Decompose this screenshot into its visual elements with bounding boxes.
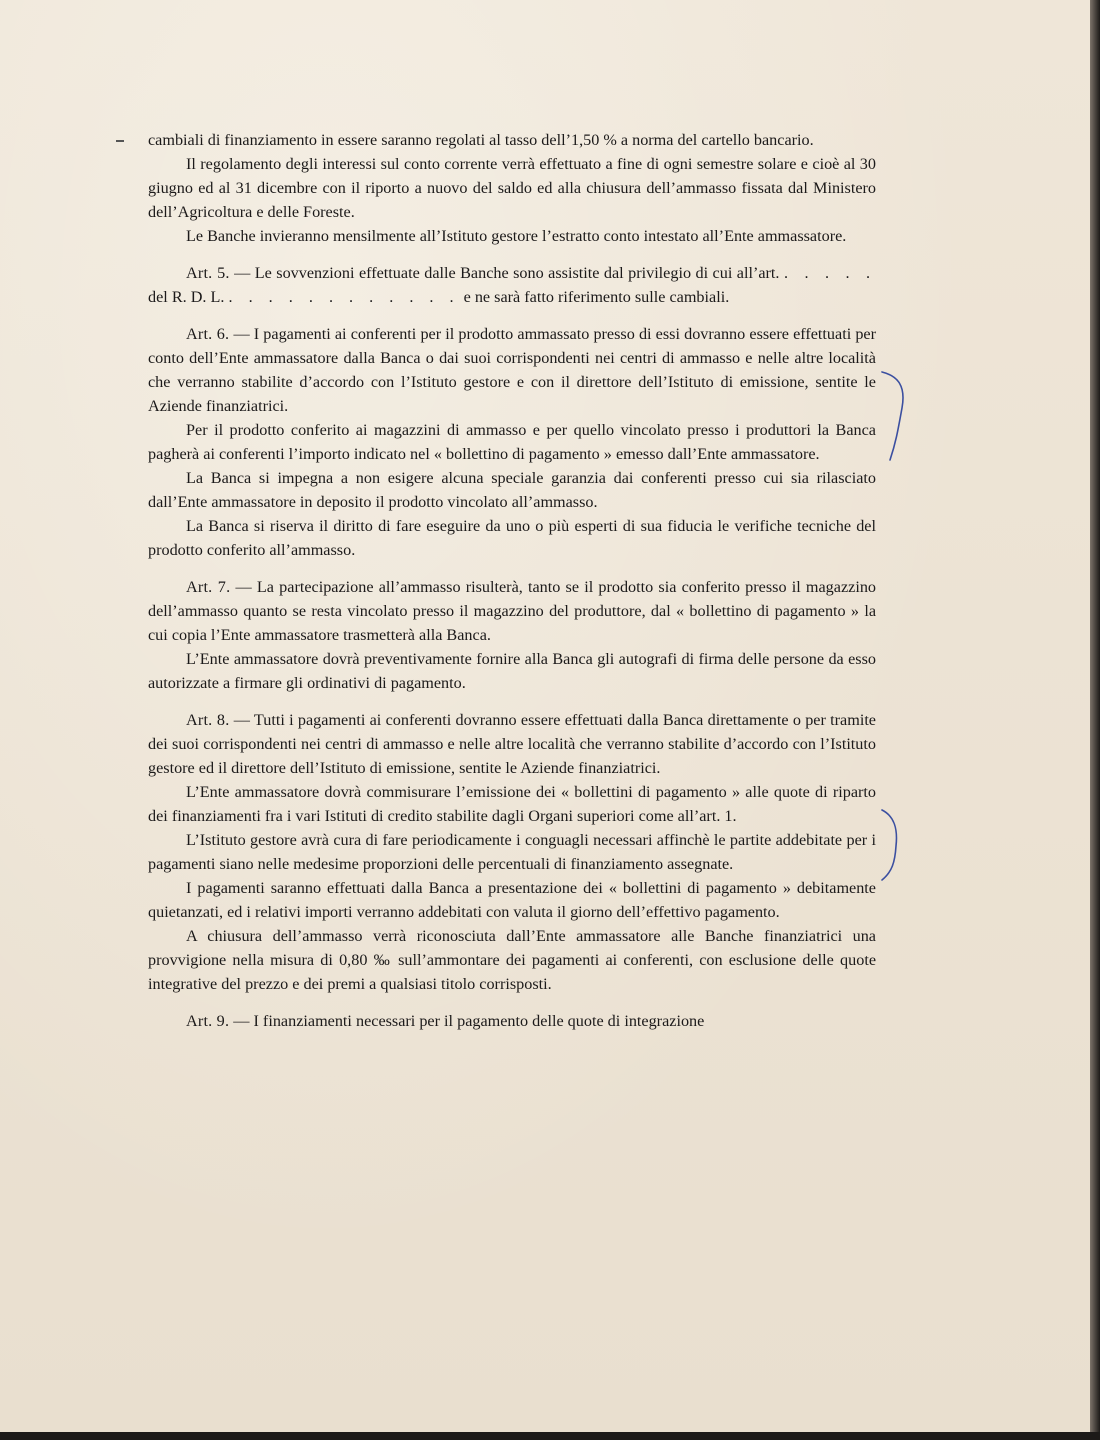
paragraph-garanzia: La Banca si impegna a non esigere alcuna speciale garanzia dai conferenti presso cui sia rilasciato dall’Ente ammassatore in deposito il prodotto vincolato all’ammasso.: [148, 469, 876, 511]
pen-bracket-mark-art6: [876, 368, 916, 468]
article-5: [148, 261, 876, 309]
paragraph-regolamento-interessi: Il regolamento degli interessi sul conto corrente verrà effettuato a fine di ogni semestre solare e cioè al 30 giugno ed al 31 dicembre con il riporto a nuovo del saldo ed alla chiusura dell’ammasso fissata dal Ministero dell’Agricoltura e delle Foreste.: [148, 155, 876, 221]
paragraph-cambiali: cambiali di finanziamento in essere saranno regolati al tasso dell’1,50 % a norma del cartello bancario.: [148, 131, 814, 149]
article-5-text-c: e ne sarà fatto riferimento sulle cambiali.: [463, 288, 730, 306]
article-5-dots-a: . . . . .: [783, 264, 877, 282]
paragraph-conguagli: L’Istituto gestore avrà cura di fare periodicamente i conguagli necessari affinchè le partite addebitate per i pagamenti siano nelle medesime proporzioni delle percentuali di finanziamento assegnate.: [148, 831, 876, 873]
pen-bracket-mark-art8: [878, 806, 918, 886]
paragraph-presentazione-bollettini: I pagamenti saranno effettuati dalla Banca a presentazione dei « bollettini di pagamento » debitamente quietanzati, ed i relativi importi verranno addebitati con valuta il giorno dell’effettivo pagamento.: [148, 879, 876, 921]
document-body: [148, 128, 876, 1033]
article-5-text-a: — Le sovvenzioni effettuate dalle Banche sono assistite dal privilegio di cui all’art.: [234, 264, 780, 282]
article-9-label: Art. 9.: [186, 1012, 230, 1030]
article-6: [148, 322, 876, 418]
article-9-text: — I finanziamenti necessari per il pagamento delle quote di integrazione: [233, 1012, 705, 1030]
paragraph-verifiche-tecniche: La Banca si riserva il diritto di fare eseguire da uno o più esperti di sua fiducia le verifiche tecniche del prodotto conferito all’ammasso.: [148, 517, 876, 559]
paragraph-autografi-firma: L’Ente ammassatore dovrà preventivamente fornire alla Banca gli autografi di firma delle persone da esso autorizzate a firmare gli ordinativi di pagamento.: [148, 650, 876, 692]
article-9: [148, 1009, 876, 1033]
article-5-label: Art. 5.: [186, 264, 230, 282]
article-6-text: — I pagamenti ai conferenti per il prodotto ammassato presso di essi dovranno essere effettuati per conto dell’Ente ammassatore dalla Banca o dai suoi corrispondenti nei centri di ammasso e nelle altre località che verranno stabilite d’accordo con l’Istituto gestore e con il direttore dell’Istituto di emissione, sentite le Aziende finanziatrici.: [148, 325, 876, 415]
article-7: [148, 575, 876, 647]
paragraph-provvigione: A chiusura dell’ammasso verrà riconosciuta dall’Ente ammassatore alle Banche finanziatrici una provvigione nella misura di 0,80 ‰ sull’ammontare dei pagamenti ai conferenti, con esclusione delle quote integrative del prezzo e dei premi a qualsiasi titolo corrisposti.: [148, 927, 876, 993]
article-8: [148, 708, 876, 780]
page-edge-shadow: [1090, 0, 1100, 1440]
article-7-label: Art. 7.: [186, 578, 231, 596]
article-5-dots-b: . . . . . . . . . . . .: [228, 288, 460, 306]
margin-dash-mark: [116, 140, 124, 142]
article-8-text: — Tutti i pagamenti ai conferenti dovranno essere effettuati dalla Banca direttamente o per tramite dei suoi corrispondenti nei centri di ammasso e nelle altre località che verranno stabilite d’accordo con l’Istituto gestore ed il direttore dell’Istituto di emissione, sentite le Aziende finanziatrici.: [148, 711, 876, 777]
article-8-label: Art. 8.: [186, 711, 230, 729]
article-6-label: Art. 6.: [186, 325, 230, 343]
paragraph-commisurare-emissione: L’Ente ammassatore dovrà commisurare l’emissione dei « bollettini di pagamento » alle quote di riparto dei finanziamenti fra i vari Istituti di credito stabilite dagli Organi superiori come all’art. 1.: [148, 783, 876, 825]
paragraph-bollettino-importo: Per il prodotto conferito ai magazzini di ammasso e per quello vincolato presso i produttori la Banca pagherà ai conferenti l’importo indicato nel « bollettino di pagamento » emesso dall’Ente ammassatore.: [148, 421, 876, 463]
article-5-text-b: del R. D. L.: [148, 288, 225, 306]
article-7-text: — La partecipazione all’ammasso risulterà, tanto se il prodotto sia conferito presso il magazzino dell’ammasso quanto se resta vincolato presso il magazzino del produttore, dal « bollettino di pagamento » la cui copia l’Ente ammassatore trasmetterà alla Banca.: [148, 578, 877, 644]
page-edge-bottom: [0, 1432, 1100, 1440]
paragraph-estratto-conto: Le Banche invieranno mensilmente all’Istituto gestore l’estratto conto intestato all’Ente ammassatore.: [186, 227, 847, 245]
